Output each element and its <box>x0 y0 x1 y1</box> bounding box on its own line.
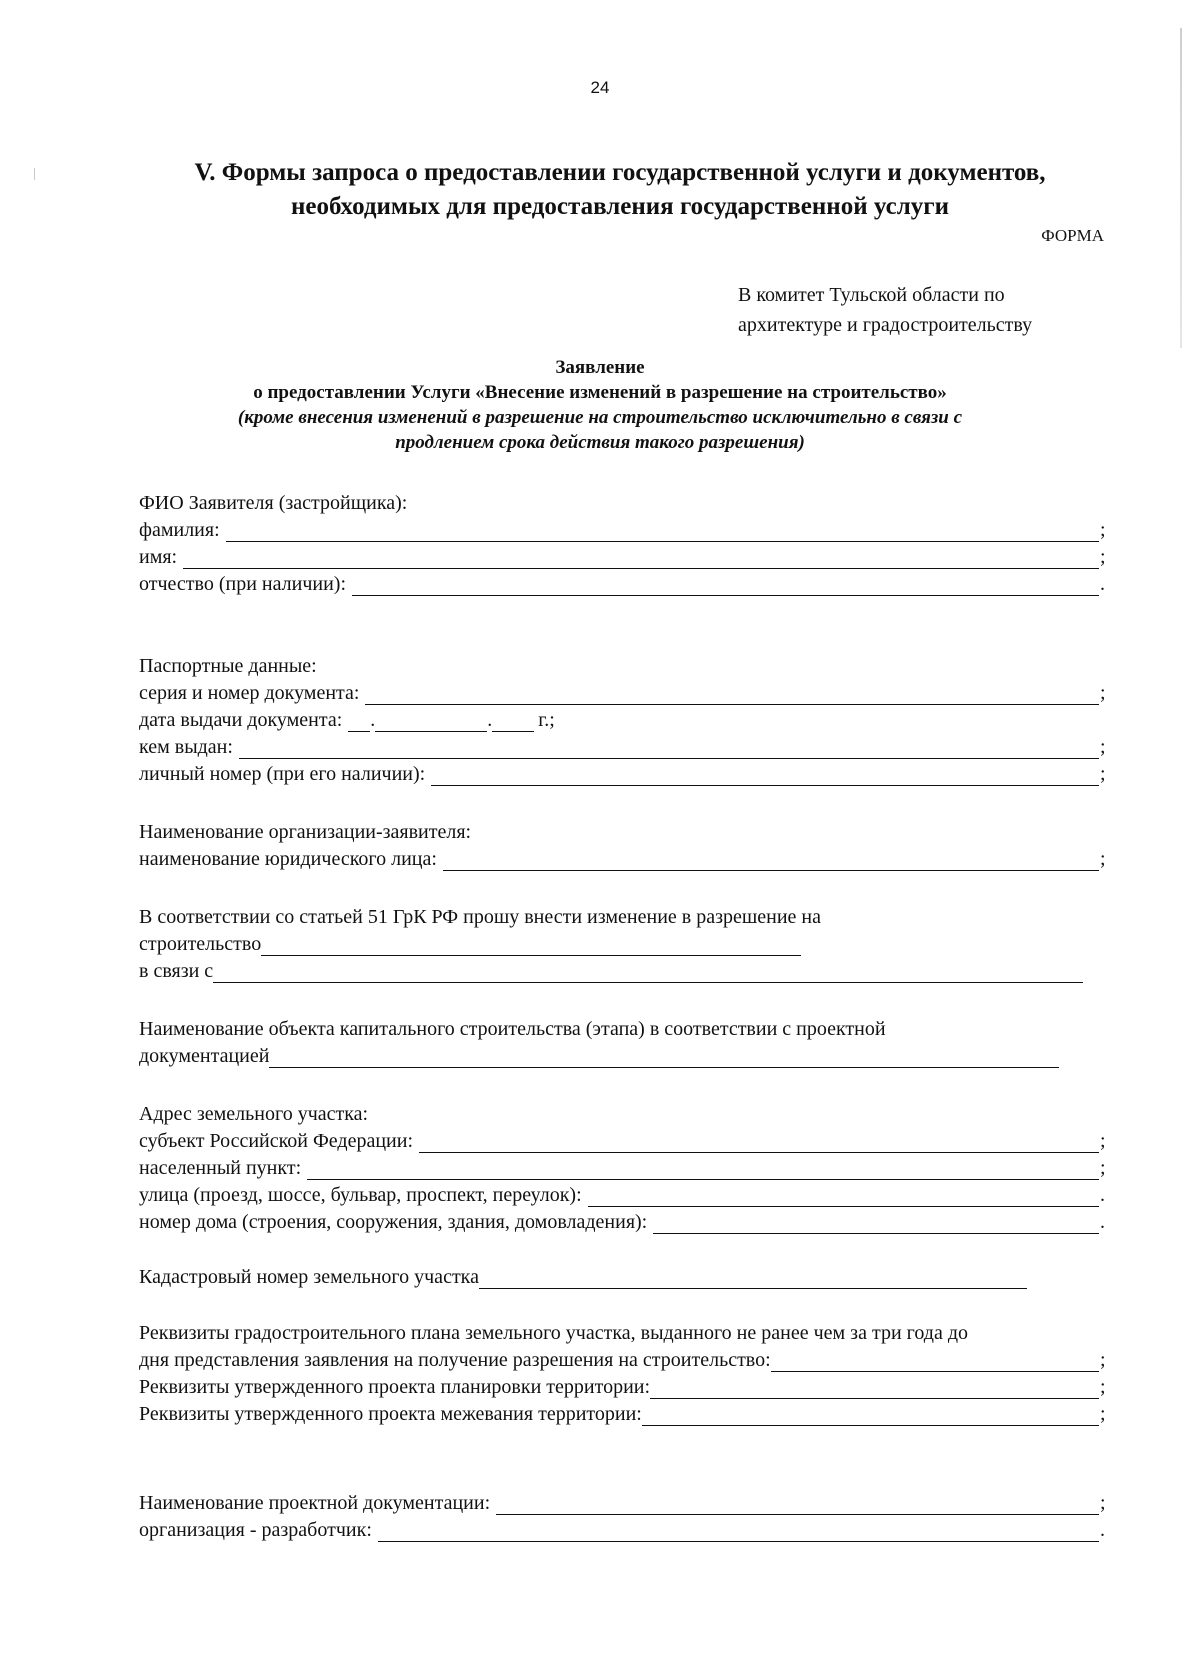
legal-name-row <box>139 844 1112 871</box>
semicolon: ; <box>1100 763 1106 785</box>
planning-row <box>139 1372 1112 1399</box>
name-row <box>139 542 1112 569</box>
series-number-field[interactable] <box>365 686 1099 705</box>
street-row <box>139 1180 1112 1207</box>
gpzu-row <box>139 1345 1112 1372</box>
house-field[interactable] <box>653 1215 1099 1234</box>
object-field[interactable] <box>269 1049 1059 1068</box>
passport-header: Паспортные данные: <box>139 655 317 677</box>
project-name-row <box>139 1488 1112 1515</box>
year-suffix: г.; <box>538 709 555 731</box>
semicolon: ; <box>1100 1492 1106 1514</box>
house-row <box>139 1207 1112 1234</box>
gpzu-label: дня представления заявления на получение разрешения на строительство: <box>139 1349 771 1371</box>
document-title-line1: Заявление <box>555 357 645 378</box>
semicolon: ; <box>1100 736 1106 758</box>
page-number: 24 <box>590 78 610 97</box>
document-title-line2: о предоставлении Услуги «Внесение изменений в разрешение на строительство» <box>253 382 947 403</box>
patronymic-label: отчество (при наличии): <box>139 573 347 595</box>
surveying-field[interactable] <box>642 1407 1099 1426</box>
date-dot: . <box>487 709 493 731</box>
period: . <box>1100 1211 1105 1233</box>
scan-edge <box>1180 28 1182 348</box>
semicolon: ; <box>1100 546 1106 568</box>
addressee <box>738 280 1032 340</box>
surveying-label: Реквизиты утвержденного проекта межевания территории: <box>139 1403 642 1425</box>
subject-row <box>139 1126 1112 1153</box>
construction-field[interactable] <box>261 937 801 956</box>
legal-name-label: наименование юридического лица: <box>139 848 437 870</box>
patronymic-field[interactable] <box>352 577 1099 596</box>
series-number-label: серия и номер документа: <box>139 682 360 704</box>
project-name-field[interactable] <box>496 1496 1099 1515</box>
street-label: улица (проезд, шоссе, бульвар, проспект, переулок): <box>139 1184 582 1206</box>
applicant-header: ФИО Заявителя (застройщика): <box>139 492 408 514</box>
document-title-line4: продлением срока действия такого разрешения) <box>395 432 805 453</box>
issue-year-field[interactable] <box>492 713 534 732</box>
construction-label: строительство <box>139 933 262 955</box>
issue-month-field[interactable] <box>375 713 487 732</box>
document-title-line3: (кроме внесения изменений в разрешение на строительство исключительно в связи с <box>237 407 963 428</box>
personal-number-label: личный номер (при его наличии): <box>139 763 426 785</box>
semicolon: ; <box>1100 1157 1106 1179</box>
developer-row <box>139 1515 1112 1542</box>
house-label: номер дома (строения, сооружения, здания, домовладения): <box>139 1211 648 1233</box>
addressee-line1: В комитет Тульской области по <box>738 284 1005 306</box>
settlement-label: населенный пункт: <box>139 1157 302 1179</box>
object-line1: Наименование объекта капитального строительства (этапа) в соответствии с проектной <box>139 1018 886 1040</box>
cadastral-label: Кадастровый номер земельного участка <box>139 1266 479 1288</box>
object-row <box>139 1041 1112 1068</box>
surname-field[interactable] <box>226 523 1099 542</box>
settlement-row <box>139 1153 1112 1180</box>
period: . <box>1100 573 1105 595</box>
period: . <box>1100 1519 1105 1541</box>
reason-field[interactable] <box>213 964 1083 983</box>
legal-name-field[interactable] <box>443 852 1099 871</box>
issue-date-row <box>139 705 1112 732</box>
document-title <box>100 355 1100 455</box>
section-title-line1: V. Формы запроса о предоставлении государственной услуги и документов, <box>194 159 1046 186</box>
reason-label: в связи с <box>139 960 214 982</box>
reason-row <box>139 956 1112 983</box>
section-title-line2: необходимых для предоставления государственной услуги <box>291 193 949 220</box>
planning-field[interactable] <box>650 1380 1099 1399</box>
construction-row <box>139 929 1112 956</box>
forma-label: ФОРМА <box>1041 226 1104 245</box>
subject-label: субъект Российской Федерации: <box>139 1130 414 1152</box>
surveying-row <box>139 1399 1112 1426</box>
name-field[interactable] <box>183 550 1099 569</box>
addressee-line2: архитектуре и градостроительству <box>738 314 1033 336</box>
application-form <box>139 488 1112 1542</box>
semicolon: ; <box>1100 682 1106 704</box>
gpzu-line1: Реквизиты градостроительного плана земельного участка, выданного не ранее чем за три года до <box>139 1322 969 1344</box>
developer-field[interactable] <box>378 1523 1099 1542</box>
request-line1: В соответствии со статьей 51 ГрК РФ прошу внести изменение в разрешение на <box>139 906 822 928</box>
issued-by-row <box>139 732 1112 759</box>
semicolon: ; <box>1100 848 1106 870</box>
organization-header: Наименование организации-заявителя: <box>139 821 472 843</box>
issue-date-label: дата выдачи документа: <box>139 709 343 731</box>
surname-row <box>139 515 1112 542</box>
section-title <box>140 156 1100 224</box>
date-dot: . <box>370 709 376 731</box>
patronymic-row <box>139 569 1112 596</box>
developer-label: организация - разработчик: <box>139 1519 372 1541</box>
scan-mark <box>34 168 35 180</box>
issue-day-field[interactable] <box>348 713 370 732</box>
planning-label: Реквизиты утвержденного проекта планировки территории: <box>139 1376 651 1398</box>
issued-by-label: кем выдан: <box>139 736 233 758</box>
gpzu-field[interactable] <box>771 1353 1099 1372</box>
personal-number-row <box>139 759 1112 786</box>
surname-label: фамилия: <box>139 519 220 541</box>
semicolon: ; <box>1100 1130 1106 1152</box>
street-field[interactable] <box>588 1188 1099 1207</box>
period: . <box>1100 1184 1105 1206</box>
subject-field[interactable] <box>419 1134 1099 1153</box>
personal-number-field[interactable] <box>431 767 1099 786</box>
settlement-field[interactable] <box>307 1161 1099 1180</box>
semicolon: ; <box>1100 519 1106 541</box>
semicolon: ; <box>1100 1376 1106 1398</box>
object-label: документацией <box>139 1045 270 1067</box>
semicolon: ; <box>1100 1403 1106 1425</box>
cadastral-row <box>139 1262 1112 1289</box>
semicolon: ; <box>1100 1349 1106 1371</box>
issued-by-field[interactable] <box>239 740 1099 759</box>
project-name-label: Наименование проектной документации: <box>139 1492 491 1514</box>
cadastral-field[interactable] <box>479 1270 1027 1289</box>
series-number-row <box>139 678 1112 705</box>
land-address-header: Адрес земельного участка: <box>139 1103 369 1125</box>
name-label: имя: <box>139 546 178 568</box>
